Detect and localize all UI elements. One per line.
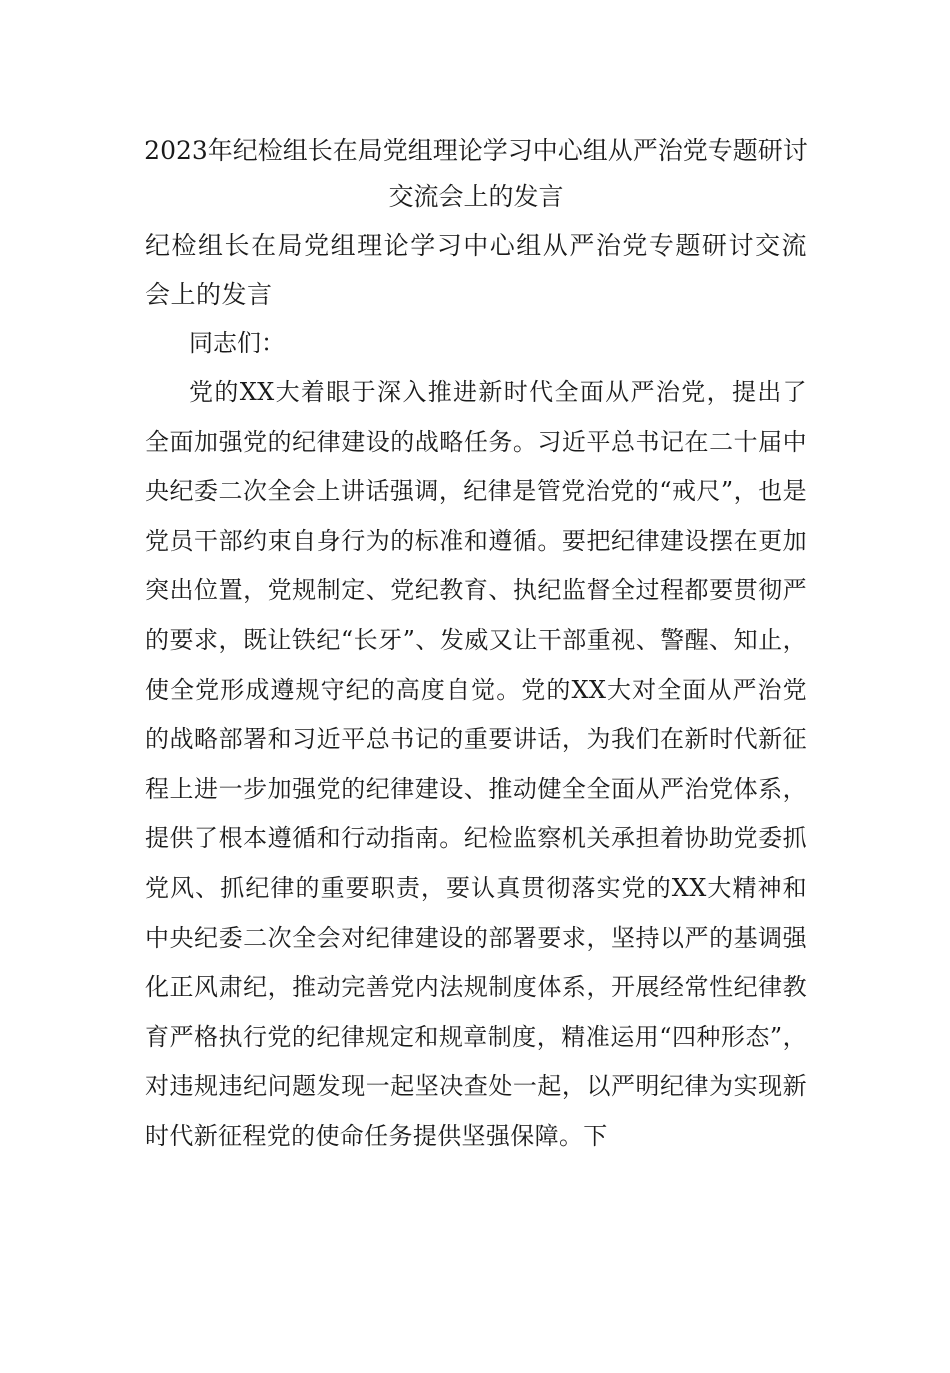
document-title: 2023年纪检组长在局党组理论学习中心组从严治党专题研讨交流会上的发言: [144, 136, 808, 211]
document-subtitle: 纪检组长在局党组理论学习中心组从严治党专题研讨交流会上的发言: [145, 231, 807, 309]
body-paragraph: 党的XX大着眼于深入推进新时代全面从严治党，提出了全面加强党的纪律建设的战略任务。习近平总书记在二十届中央纪委二次全会上讲话强调，纪律是管党治党的“戒尺”，也是党员干部约束自身行为的标准和遵循。要把纪律建设摆在更加突出位置，党规制定、党纪教育、执纪监督全过程都要贯彻严的要求，既让铁纪“长牙”、发威又让干部重视、警醒、知止，使全党形成遵规守纪的高度自觉。党的XX大对全面从严治党的战略部署和习近平总书记的重要讲话，为我们在新时代新征程上进一步加强党的纪律建设、推动健全全面从严治党体系，提供了根本遵循和行动指南。纪检监察机关承担着协助党委抓党风、抓纪律的重要职责，要认真贯彻落实党的XX大精神和中央纪委二次全会对纪律建设的部署要求，坚持以严的基调强化正风肃纪，推动完善党内法规制度体系，开展经常性纪律教育严格执行党的纪律规定和规章制度，精准运用“四种形态”，对违规违纪问题发现一起坚决查处一起，以严明纪律为实现新时代新征程党的使命任务提供坚强保障。下: [145, 378, 807, 1150]
document-page: [145, 128, 807, 1373]
greeting-line: 同志们：: [189, 329, 285, 357]
